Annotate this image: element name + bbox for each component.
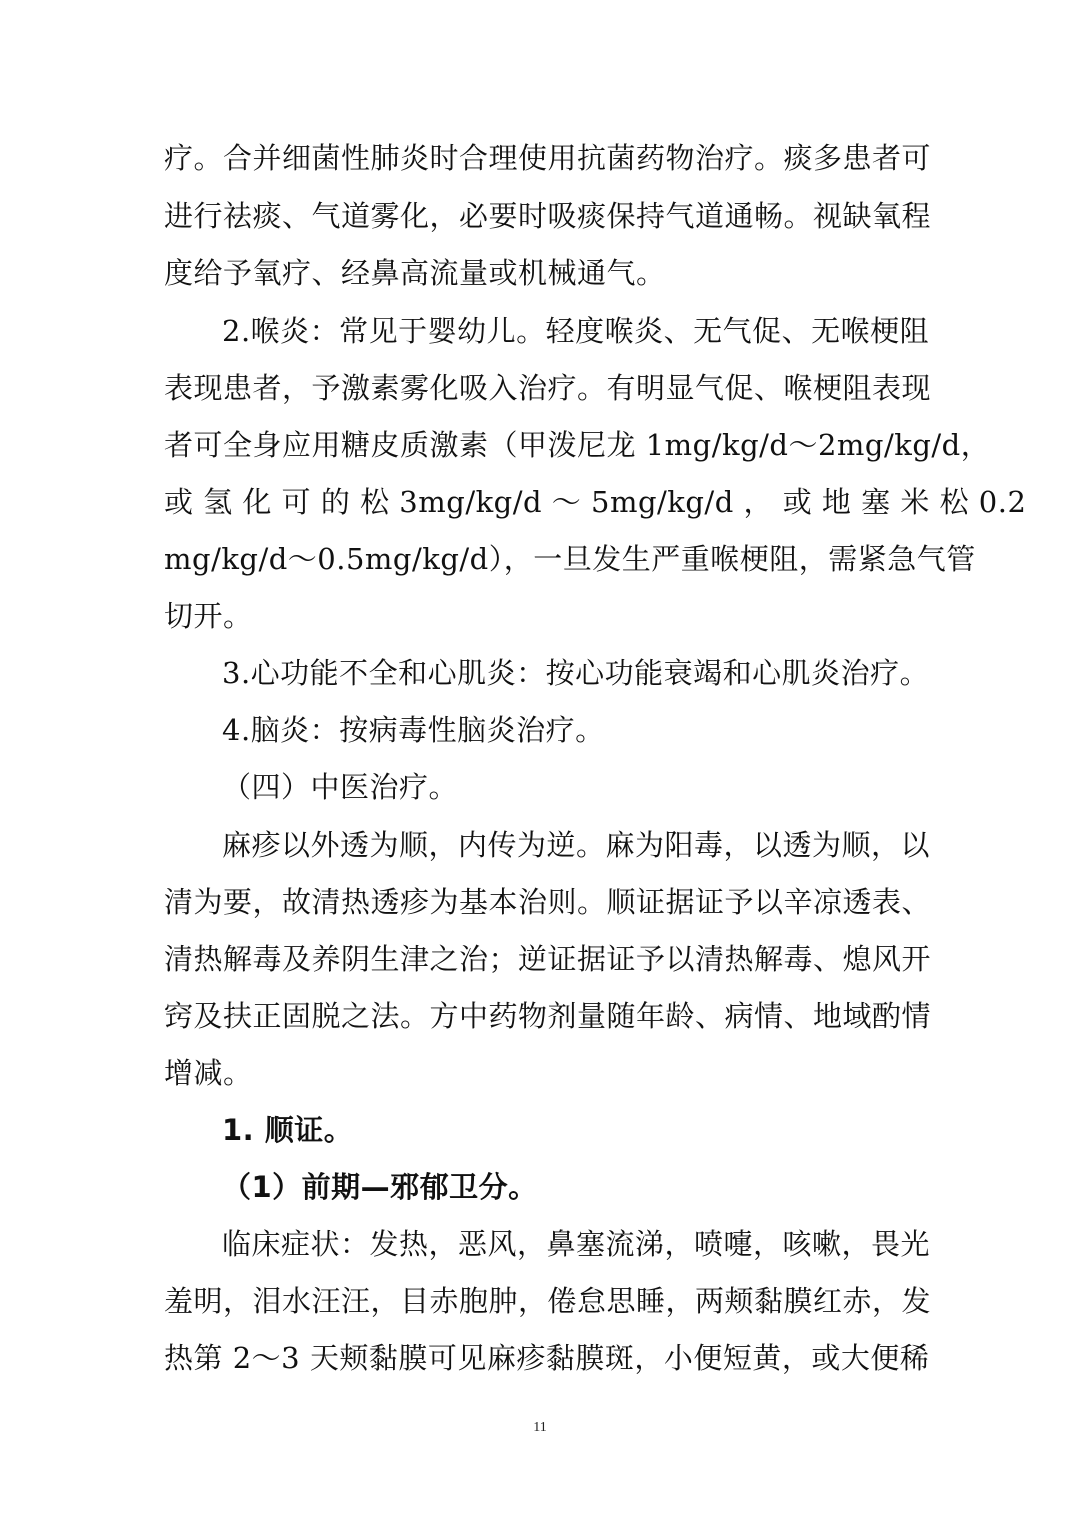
- paragraph-line: 清为要，故清热透疹为基本治则。顺证据证予以辛凉透表、: [164, 885, 932, 919]
- section-heading: （四）中医治疗。: [222, 770, 459, 804]
- paragraph-line: 清热解毒及养阴生津之治；逆证据证予以清热解毒、熄风开: [164, 942, 932, 976]
- paragraph-line: 窍及扶正固脱之法。方中药物剂量随年龄、病情、地域酌情: [164, 999, 932, 1033]
- paragraph-line: mg/kg/d～0.5mg/kg/d），一旦发生严重喉梗阻，需紧急气管: [164, 542, 976, 576]
- paragraph-line: 疗。合并细菌性肺炎时合理使用抗菌药物治疗。痰多患者可: [164, 141, 932, 175]
- paragraph-line: 羞明，泪水汪汪，目赤胞肿，倦怠思睡，两颊黏膜红赤，发: [164, 1284, 932, 1318]
- paragraph-line: 者可全身应用糖皮质激素（甲泼尼龙 1mg/kg/d～2mg/kg/d，: [164, 428, 991, 462]
- paragraph-line: 进行祛痰、气道雾化，必要时吸痰保持气道通畅。视缺氧程: [164, 199, 932, 233]
- paragraph-line: 表现患者，予激素雾化吸入治疗。有明显气促、喉梗阻表现: [164, 371, 932, 405]
- paragraph-line: 切开。: [164, 599, 253, 633]
- paragraph-line: 度给予氧疗、经鼻高流量或机械通气。: [164, 256, 666, 290]
- paragraph-line: 临床症状：发热，恶风，鼻塞流涕，喷嚏，咳嗽，畏光: [222, 1227, 931, 1261]
- paragraph-line: 4.脑炎：按病毒性脑炎治疗。: [222, 713, 605, 747]
- subsection-heading: 1. 顺证。: [222, 1113, 354, 1147]
- page-number: 11: [533, 1420, 547, 1435]
- paragraph-line: 2.喉炎：常见于婴幼儿。轻度喉炎、无气促、无喉梗阻: [222, 314, 930, 348]
- paragraph-line: 增减。: [164, 1056, 253, 1090]
- paragraph-line: 麻疹以外透为顺，内传为逆。麻为阳毒，以透为顺，以: [222, 828, 931, 862]
- paragraph-line: 或 氢 化 可 的 松 3mg/kg/d ～ 5mg/kg/d ， 或 地 塞 米 松 0.2: [164, 485, 1027, 519]
- paragraph-line: 3.心功能不全和心肌炎：按心功能衰竭和心肌炎治疗。: [222, 656, 930, 690]
- paragraph-line: 热第 2～3 天颊黏膜可见麻疹黏膜斑，小便短黄，或大便稀: [164, 1341, 930, 1375]
- subsection-heading: （1）前期—邪郁卫分。: [222, 1170, 538, 1204]
